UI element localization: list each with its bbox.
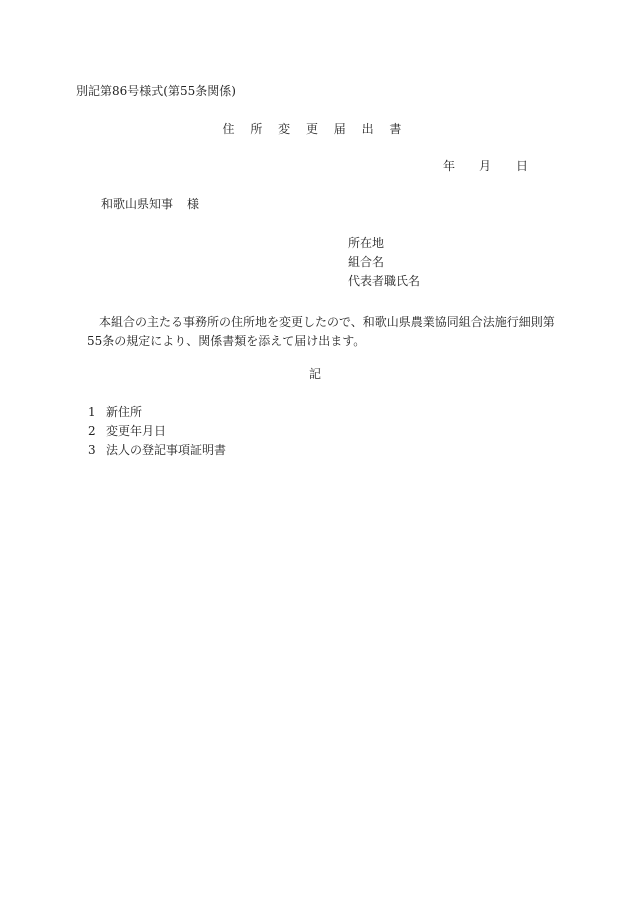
list-item-number: 1 bbox=[88, 405, 96, 419]
document-title-text: 住 所 変 更 届 出 書 bbox=[222, 122, 408, 136]
document-title bbox=[0, 123, 630, 135]
addressee bbox=[101, 198, 199, 210]
list-item bbox=[88, 444, 226, 456]
form-number: 別記第86号様式(第55条関係) bbox=[76, 84, 236, 98]
list-item-number: 2 bbox=[88, 424, 96, 438]
date-year-label: 年 bbox=[443, 159, 456, 173]
addressee-name: 和歌山県知事 bbox=[101, 197, 174, 211]
list-item-number: 3 bbox=[88, 443, 96, 457]
list-item-text: 新住所 bbox=[106, 405, 143, 419]
date-day-label: 日 bbox=[516, 159, 529, 173]
sender-field-representative: 代表者職氏名 bbox=[348, 274, 421, 288]
date-month-label: 月 bbox=[479, 159, 492, 173]
body-paragraph-text: 本組合の主たる事務所の住所地を変更したので、和歌山県農業協同組合法施行細則第55条の規定により、関係書類を添えて届け出ます。 bbox=[87, 315, 555, 348]
ki-heading: 記 bbox=[308, 367, 321, 381]
sender-field-union-name: 組合名 bbox=[348, 255, 385, 269]
list-item bbox=[88, 425, 166, 437]
addressee-honorific: 様 bbox=[187, 197, 200, 211]
body-paragraph bbox=[87, 313, 557, 351]
sender-field-location: 所在地 bbox=[348, 236, 385, 250]
list-item-text: 法人の登記事項証明書 bbox=[106, 443, 227, 457]
list-item-text: 変更年月日 bbox=[106, 424, 167, 438]
list-item bbox=[88, 406, 142, 418]
